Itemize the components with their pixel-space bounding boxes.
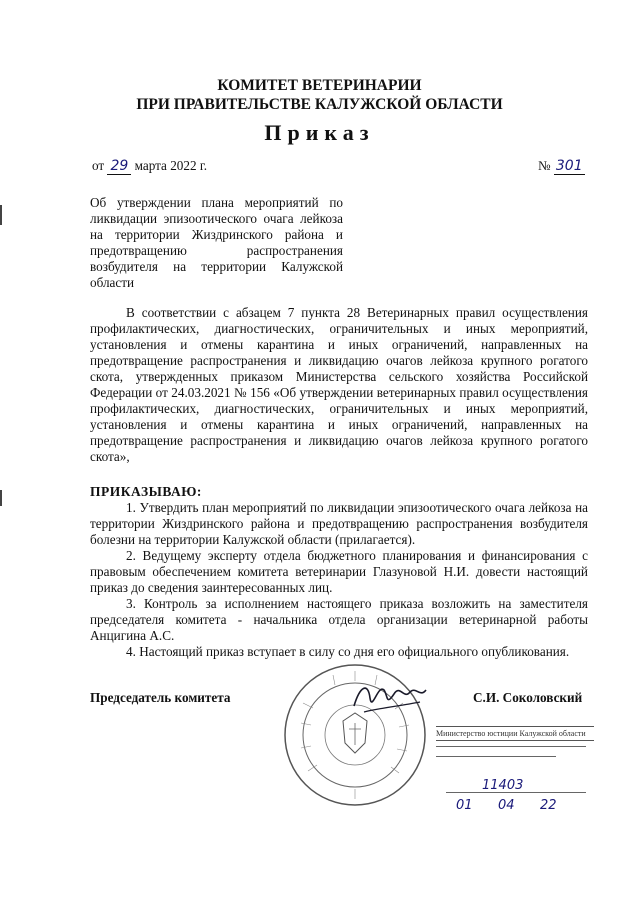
order-item-4: 4. Настоящий приказ вступает в силу со дня его официального опубликования. [126,644,570,659]
number-prefix: № [538,158,551,173]
signatory-name: С.И. Соколовский [473,690,583,705]
document-title: Приказ [264,120,375,145]
order-word: ПРИКАЗЫВАЮ: [90,484,202,499]
org-name-line2: ПРИ ПРАВИТЕЛЬСТВЕ КАЛУЖСКОЙ ОБЛАСТИ [136,96,503,113]
order-number [538,158,585,175]
registration-stamp-header: Министерство юстиции Калужской области [436,726,594,741]
registration-year-handwritten: 22 [540,798,557,813]
date-day-handwritten: 29 [107,158,131,175]
registration-number-handwritten: 11403 [482,778,524,793]
order-subject: Об утверждении плана мероприятий по ликвидации эпизоотического очага лейкоза на территории Жиздринского района и предотвращению распространения возбудителя на территории Калужской области [90,195,343,290]
date-rest: марта 2022 г. [134,158,208,173]
org-name-line1: КОМИТЕТ ВЕТЕРИНАРИИ [217,77,422,94]
order-item-3: 3. Контроль за исполнением настоящего приказа возложить на заместителя председателя комитета - начальника отдела организации ветеринарной работы Анцигина А.С. [90,596,588,643]
order-date [92,158,207,175]
preamble-paragraph: В соответствии с абзацем 7 пункта 28 Ветеринарных правил осуществления профилактических, диагностических, ограничительных и иных мероприятий, установления и отмены карантина и иных ограничений, направленных на предотвращение распространения и ликвидацию очагов лейкоза крупного рогатого скота, утвержденных приказом Министерства сельского хозяйства Российской Федерации от 24.03.2021 № 156 «Об утверждении ветеринарных правил осуществления профилактических, диагностических, ограничительных и иных мероприятий, установления и отмены карантина и иных ограничений, направленных на предотвращение распространения и ликвидацию очагов лейкоза крупного рогатого скота», [90,305,588,464]
order-item-2: 2. Ведущему эксперту отдела бюджетного планирования и финансирования с правовым обеспечением комитета ветеринарии Глазуновой Н.И. довести настоящий приказ до сведения заинтересованных лиц. [90,548,588,595]
registration-stamp [436,722,596,812]
registration-month-handwritten: 04 [498,798,515,813]
registration-day-handwritten: 01 [456,798,473,813]
order-item-1: 1. Утвердить план мероприятий по ликвидации эпизоотического очага лейкоза на территории Жиздринского района и предотвращению распространения возбудителя болезни на территории Калужской области (прилагается). [90,500,588,547]
scan-edge-mark [0,490,2,506]
date-prefix: от [92,158,105,173]
number-handwritten: 301 [555,158,583,174]
handwritten-signature [350,672,430,722]
scan-edge-mark [0,205,2,225]
signatory-position: Председатель комитета [90,690,231,705]
